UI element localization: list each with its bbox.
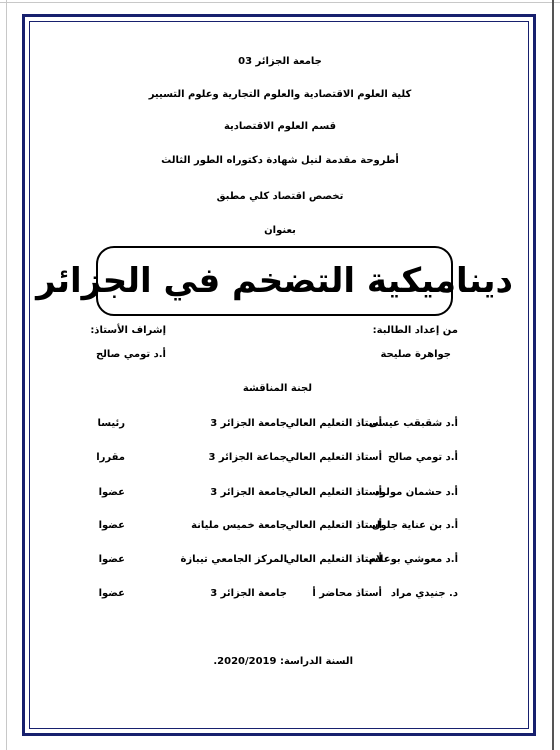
member-name: أ.د معوشي بوعلام [368, 554, 458, 565]
supervisor-name: أ.د تومي صالح [95, 349, 166, 360]
member-role: رئيسا [97, 418, 125, 429]
committee-heading: لجنة المناقشة [242, 383, 312, 394]
member-institution: جامعة خميس مليانة [191, 520, 287, 531]
prepared-by-label: من إعداد الطالبة: [372, 325, 458, 336]
specialty: تخصص اقتصاد كلي مطبق [216, 191, 344, 202]
academic-year: السنة الدراسة: 2020/2019. [213, 656, 353, 667]
member-role: عضوا [98, 487, 125, 498]
thesis-title: ديناميكية التضخم في الجزائر [36, 261, 513, 301]
supervisor-label: إشراف الأستاذ: [90, 325, 166, 336]
student-name: جواهرة صليحة [380, 349, 451, 360]
member-name: أ.د بن عناية جلول [371, 520, 458, 531]
member-institution: المركز الجامعي تيبازة [180, 554, 287, 565]
member-rank: أستاذ التعليم العالي [285, 554, 382, 565]
thesis-title-box [36, 246, 513, 316]
member-name: د. جنيدي مراد [390, 588, 458, 599]
member-name: أ.د تومي صالح [387, 452, 458, 463]
titled-label: بعنوان [264, 225, 296, 236]
member-role: عضوا [98, 520, 125, 531]
thesis-type: أطروحة مقدمة لنيل شهادة دكتوراه الطور الثالث [161, 155, 399, 166]
member-institution: جماعة الجزائر 3 [208, 452, 287, 463]
member-institution: جامعة الجزائر 3 [210, 588, 287, 599]
member-rank: أستاذ التعليم العالي [285, 418, 382, 429]
member-rank: أستاذ التعليم العالي [285, 487, 382, 498]
faculty-name: كلية العلوم الاقتصادية والعلوم التجارية وعلوم التسيير [148, 89, 412, 100]
member-role: مقررا [96, 452, 125, 463]
member-name: أ.د حشمان مولود [374, 487, 458, 498]
member-name: أ.د شقبقب عيسى [368, 418, 458, 429]
member-role: عضوا [98, 588, 125, 599]
university-name: جامعة الجزائر 03 [238, 56, 322, 67]
member-institution: جامعة الجزائر 3 [210, 418, 287, 429]
member-rank: أستاذ التعليم العالي [285, 520, 382, 531]
member-rank: أستاذ محاضر أ [312, 588, 382, 599]
department-name: قسم العلوم الاقتصادية [223, 121, 337, 132]
member-institution: جامعة الجزائر 3 [210, 487, 287, 498]
member-role: عضوا [98, 554, 125, 565]
member-rank: أستاذ التعليم العالي [285, 452, 382, 463]
